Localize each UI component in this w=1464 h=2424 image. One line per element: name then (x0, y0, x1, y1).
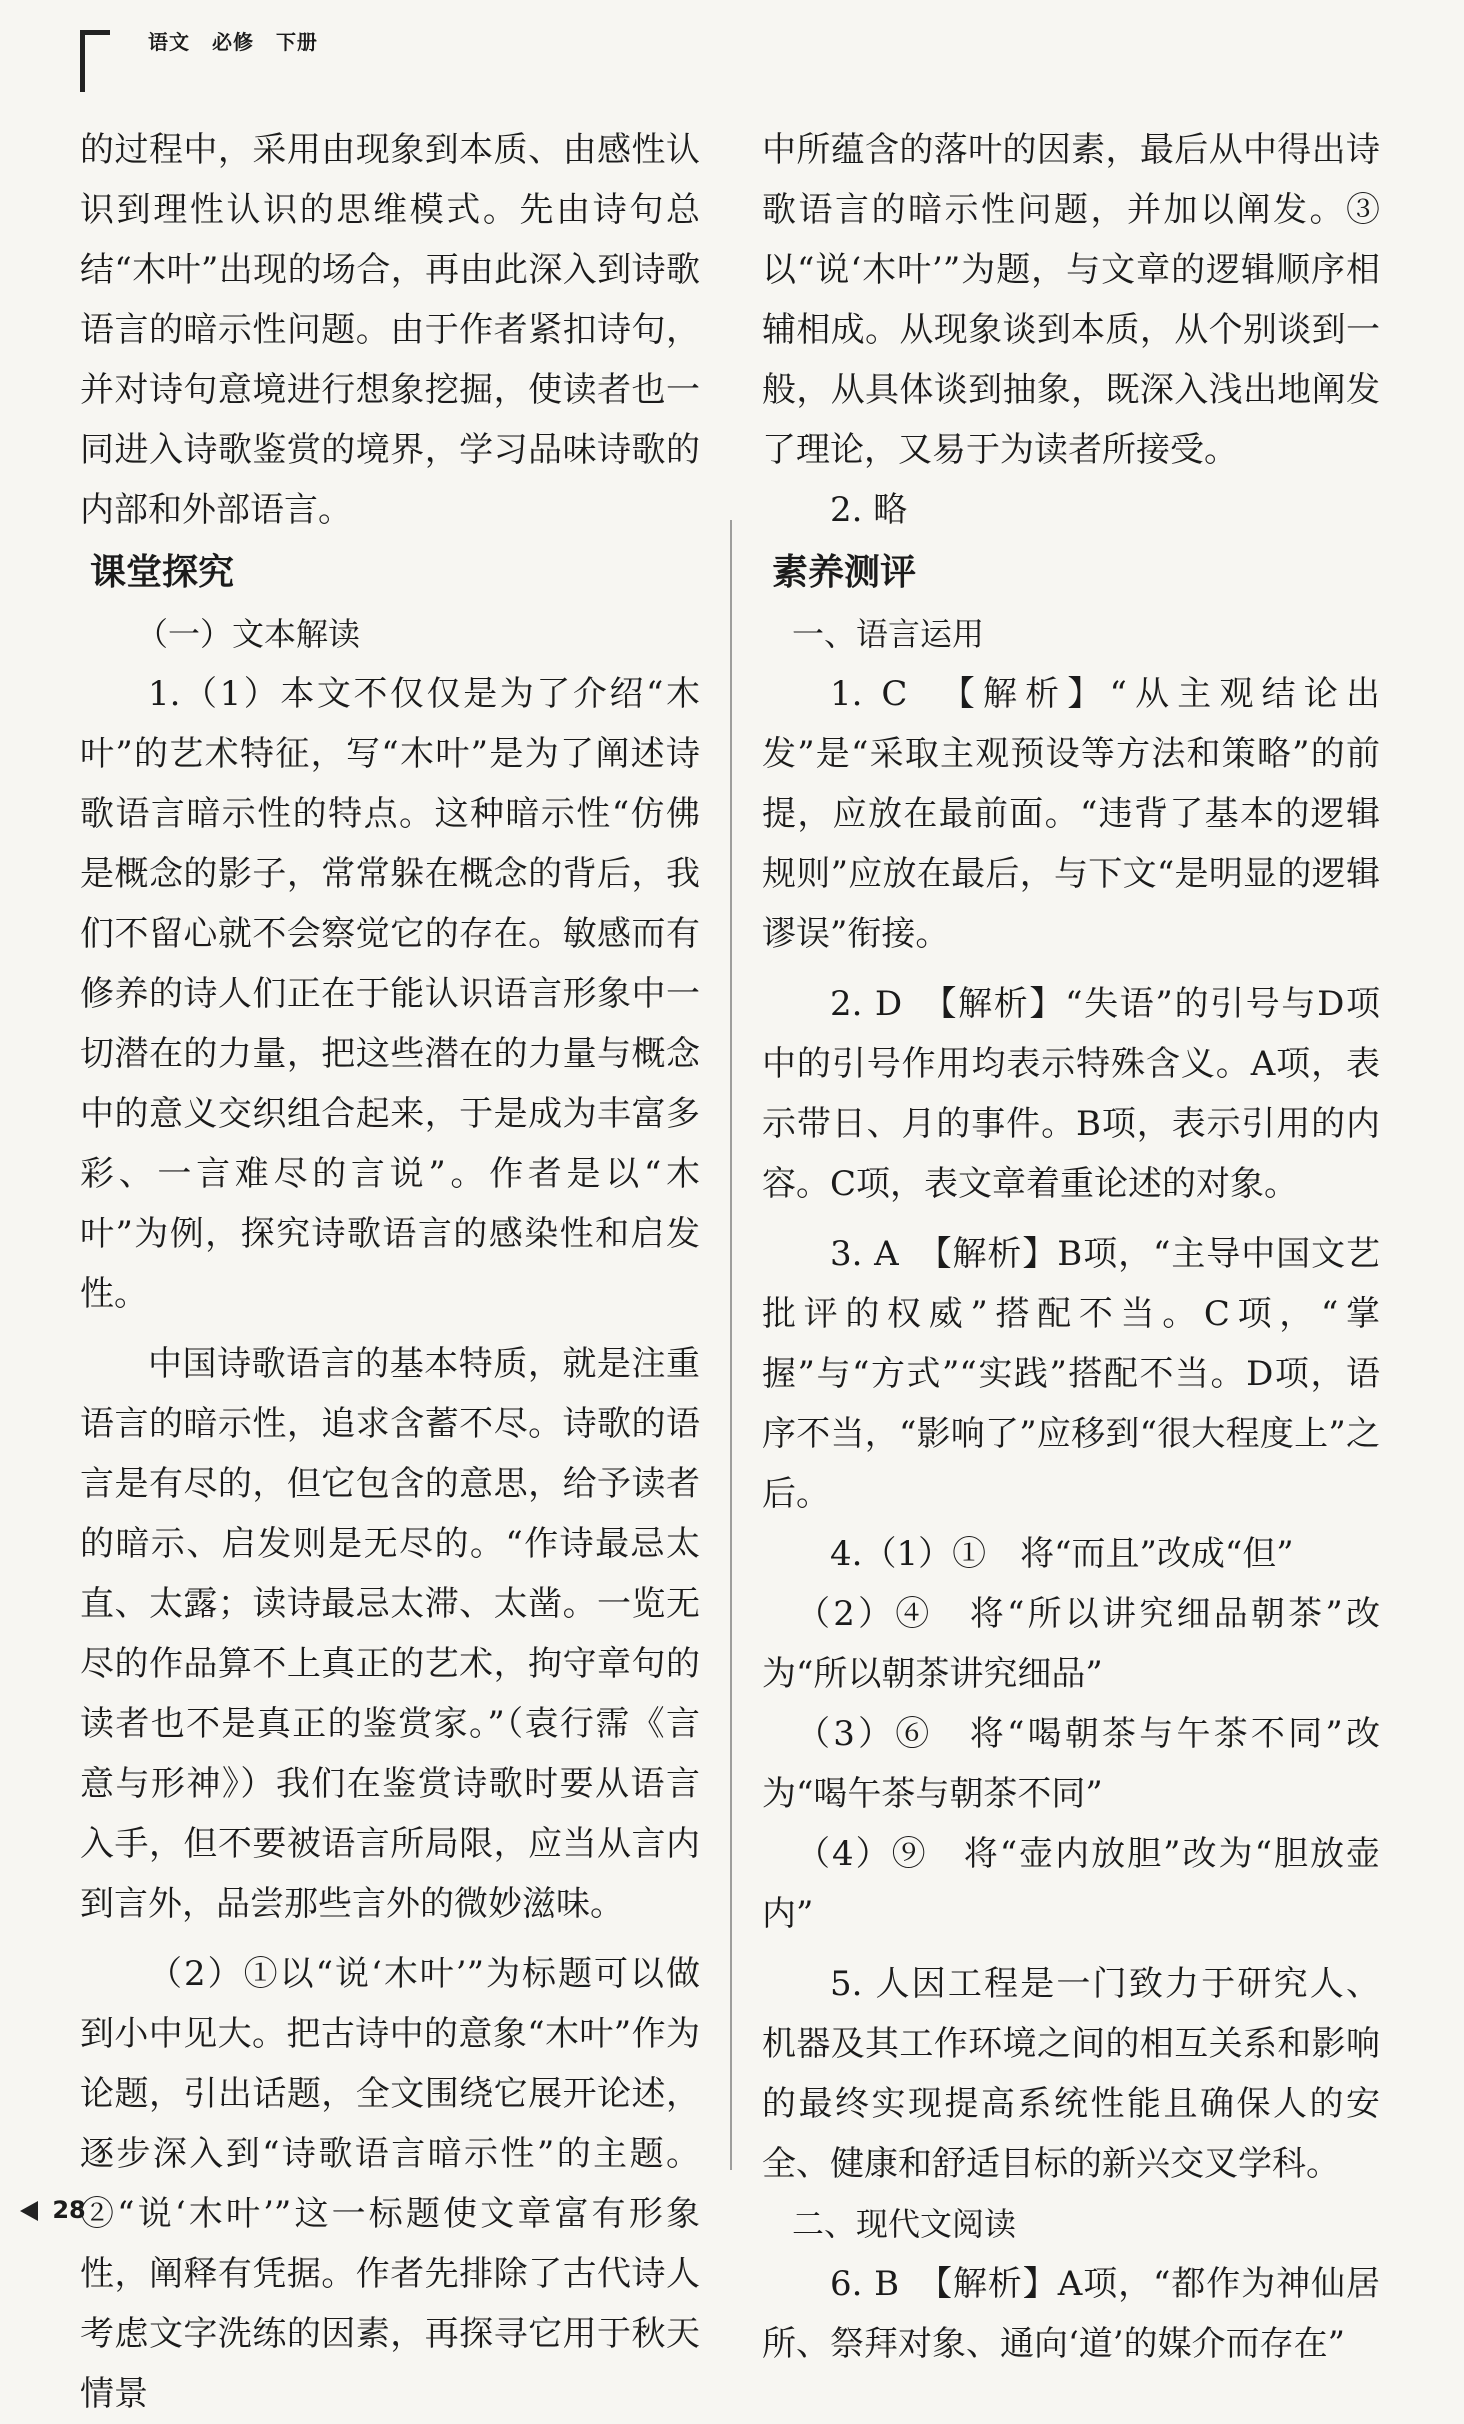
assessment-answer-4-1: 4.（1）① 将“而且”改成“但” (830, 1534, 1294, 1574)
answer-1-1: 1.（1）本文不仅仅是为了介绍“木叶”的艺术特征，写“木叶”是为了阐述诗歌语言暗示性的特点。这种暗示性“仿佛是概念的影子，常常躲在概念的背后，我们不留心就不会察觉它的存在。敏感而有修养的诗人们正在于能认识语言形象中一切潜在的力量，把这些潜在的力量与概念中的意义交织组合起来，于是成为丰富多彩、一言难尽的言说”。作者是以“木叶”为例，探究诗歌语言的感染性和启发性。 (80, 674, 700, 1314)
subsection-modern-reading: 二、现代文阅读 (792, 2205, 1017, 2243)
header-bracket-horizontal (80, 30, 110, 35)
assessment-answer-3: 3. A 【解析】B项，“主导中国文艺批评的权威”搭配不当。C项，“掌握”与“方式”“实践”搭配不当。D项，语序不当，“影响了”应移到“很大程度上”之后。 (762, 1234, 1380, 1514)
header-subject: 语文 (148, 30, 190, 54)
right-column (762, 120, 1380, 2374)
page-footer (20, 2196, 86, 2224)
subsection-language-use: 一、语言运用 (792, 615, 985, 653)
left-continued-paragraph: 的过程中，采用由现象到本质、由感性认识到理性认识的思维模式。先由诗句总结“木叶”出现的场合，再由此深入到诗歌语言的暗示性问题。由于作者紧扣诗句，并对诗句意境进行想象挖掘，使读者也一同进入诗歌鉴赏的境界，学习品味诗歌的内部和外部语言。 (80, 130, 700, 530)
assessment-answer-6: 6. B 【解析】A项，“都作为神仙居所、祭拜对象、通向‘道’的媒介而存在” (762, 2264, 1380, 2364)
header-book: 下册 (275, 30, 318, 54)
section-title-assessment: 素养测评 (772, 552, 917, 593)
assessment-answer-1: 1. C 【解析】“从主观结论出发”是“采取主观预设等方法和策略”的前提，应放在最前面。“违背了基本的逻辑规则”应放在最后，与下文“是明显的逻辑谬误”衔接。 (762, 674, 1380, 954)
page-marker-triangle-icon (20, 2201, 38, 2221)
assessment-answer-5: 5. 人因工程是一门致力于研究人、机器及其工作环境之间的相互关系和影响的最终实现提高系统性能且确保人的安全、健康和舒适目标的新兴交叉学科。 (762, 1964, 1380, 2184)
subsection-text-reading: （一）文本解读 (136, 615, 361, 653)
right-continued-paragraph: 中所蕴含的落叶的因素，最后从中得出诗歌语言的暗示性问题，并加以阐发。③以“说‘木叶’”为题，与文章的逻辑顺序相辅相成。从现象谈到本质，从个别谈到一般，从具体谈到抽象，既深入浅出地阐发了理论，又易于为读者所接受。 (762, 130, 1380, 470)
answer-2: 2. 略 (830, 490, 908, 530)
assessment-answer-2: 2. D 【解析】“失语”的引号与D项中的引号作用均表示特殊含义。A项，表示带日、月的事件。B项，表示引用的内容。C项，表文章着重论述的对象。 (762, 984, 1380, 1204)
column-divider (730, 520, 732, 2170)
header-bracket-vertical (80, 30, 85, 92)
page-number: 28 (52, 2196, 86, 2224)
left-column (80, 120, 700, 2424)
header-volume: 必修 (211, 30, 254, 54)
page-header (0, 0, 1464, 120)
answer-1-2: （2）①以“说‘木叶’”为标题可以做到小中见大。把古诗中的意象“木叶”作为论题，引出话题，全文围绕它展开论述，逐步深入到“诗歌语言暗示性”的主题。②“说‘木叶’”这一标题使文章富有形象性，阐释有凭据。作者先排除了古代诗人考虑文字洗练的因素，再探寻它用于秋天情景 (80, 1954, 700, 2414)
header-title (148, 26, 332, 55)
assessment-answer-4-3: （3）⑥ 将“喝朝茶与午茶不同”改为“喝午茶与朝茶不同” (762, 1714, 1380, 1814)
assessment-answer-4-2: （2）④ 将“所以讲究细品朝茶”改为“所以朝茶讲究细品” (762, 1594, 1380, 1694)
assessment-answer-4-4: （4）⑨ 将“壶内放胆”改为“胆放壶内” (762, 1834, 1380, 1934)
section-title-classroom: 课堂探究 (90, 552, 235, 593)
answer-1-1-continued: 中国诗歌语言的基本特质，就是注重语言的暗示性，追求含蓄不尽。诗歌的语言是有尽的，但它包含的意思，给予读者的暗示、启发则是无尽的。“作诗最忌太直、太露；读诗最忌太滞、太凿。一览无尽的作品算不上真正的艺术，拘守章句的读者也不是真正的鉴赏家。”（袁行霈《言意与形神》）我们在鉴赏诗歌时要从语言入手，但不要被语言所局限，应当从言内到言外，品尝那些言外的微妙滋味。 (80, 1344, 700, 1924)
